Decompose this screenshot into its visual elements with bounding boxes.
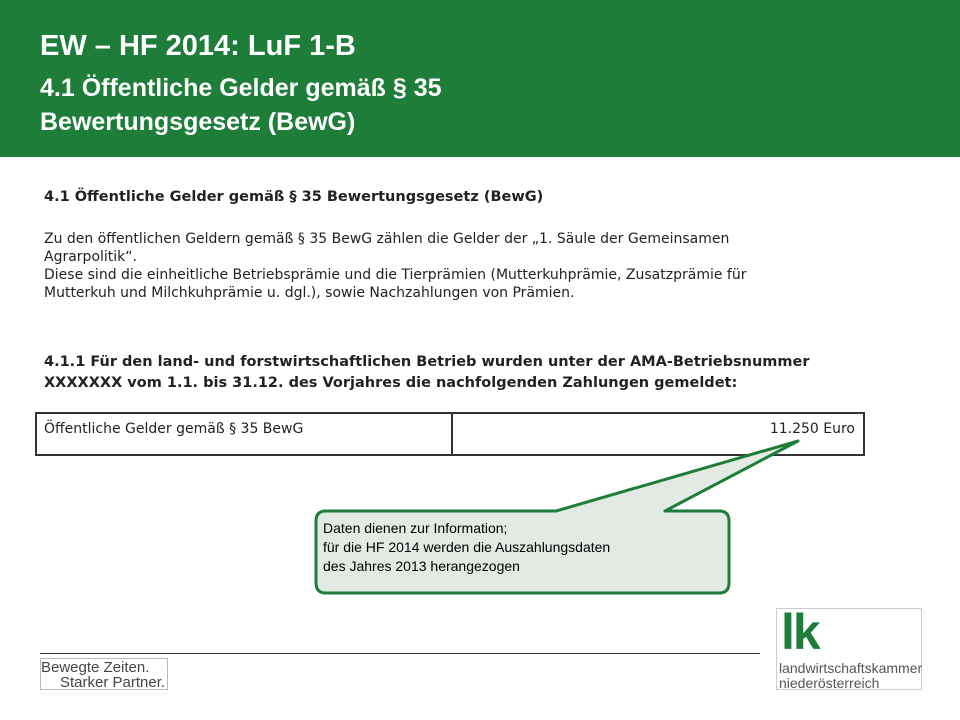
paragraph-line: Agrarpolitik“. <box>44 249 137 265</box>
document-heading: 4.1 Öffentliche Gelder gemäß § 35 Bewertungsgesetz (BewG) <box>44 189 544 205</box>
paragraph-line: Zu den öffentlichen Geldern gemäß § 35 BewG zählen die Gelder der „1. Säule der Gemeinsamen <box>44 231 730 247</box>
subheading-line: XXXXXXX vom 1.1. bis 31.12. des Vorjahres die nachfolgenden Zahlungen gemeldet: <box>44 375 738 391</box>
slogan-line2: Starker Partner. <box>60 674 166 691</box>
subheading-line: 4.1.1 Für den land- und forstwirtschaftlichen Betrieb wurden unter der AMA-Betriebsnummer <box>44 354 810 370</box>
slide-title: EW – HF 2014: LuF 1-B <box>40 30 356 62</box>
table-value-cell: 11.250 Euro <box>769 421 855 437</box>
callout-text <box>323 519 723 576</box>
paragraph-line: Diese sind die einheitliche Betriebsprämie und die Tierprämien (Mutterkuhprämie, Zusatzprämie für <box>44 267 747 283</box>
footer-divider <box>40 653 760 654</box>
callout-line: Daten dienen zur Information; <box>323 520 508 536</box>
chamber-logo <box>776 604 923 691</box>
callout-line: des Jahres 2013 herangezogen <box>323 558 520 574</box>
table-label-cell: Öffentliche Gelder gemäß § 35 BewG <box>44 421 304 437</box>
logo-mark: lk <box>781 604 819 660</box>
slogan-line1: Bewegte Zeiten. <box>41 659 150 676</box>
logo-name-line2: niederösterreich <box>779 675 880 691</box>
callout-line: für die HF 2014 werden die Auszahlungsdaten <box>323 539 611 555</box>
logo-name-line1: landwirtschaftskammer <box>779 660 923 676</box>
slogan <box>40 658 168 690</box>
slide-subtitle-line2: Bewertungsgesetz (BewG) <box>40 108 356 136</box>
slide-subtitle-line1: 4.1 Öffentliche Gelder gemäß § 35 <box>40 74 442 102</box>
paragraph-line: Mutterkuh und Milchkuhprämie u. dgl.), sowie Nachzahlungen von Prämien. <box>44 285 575 301</box>
